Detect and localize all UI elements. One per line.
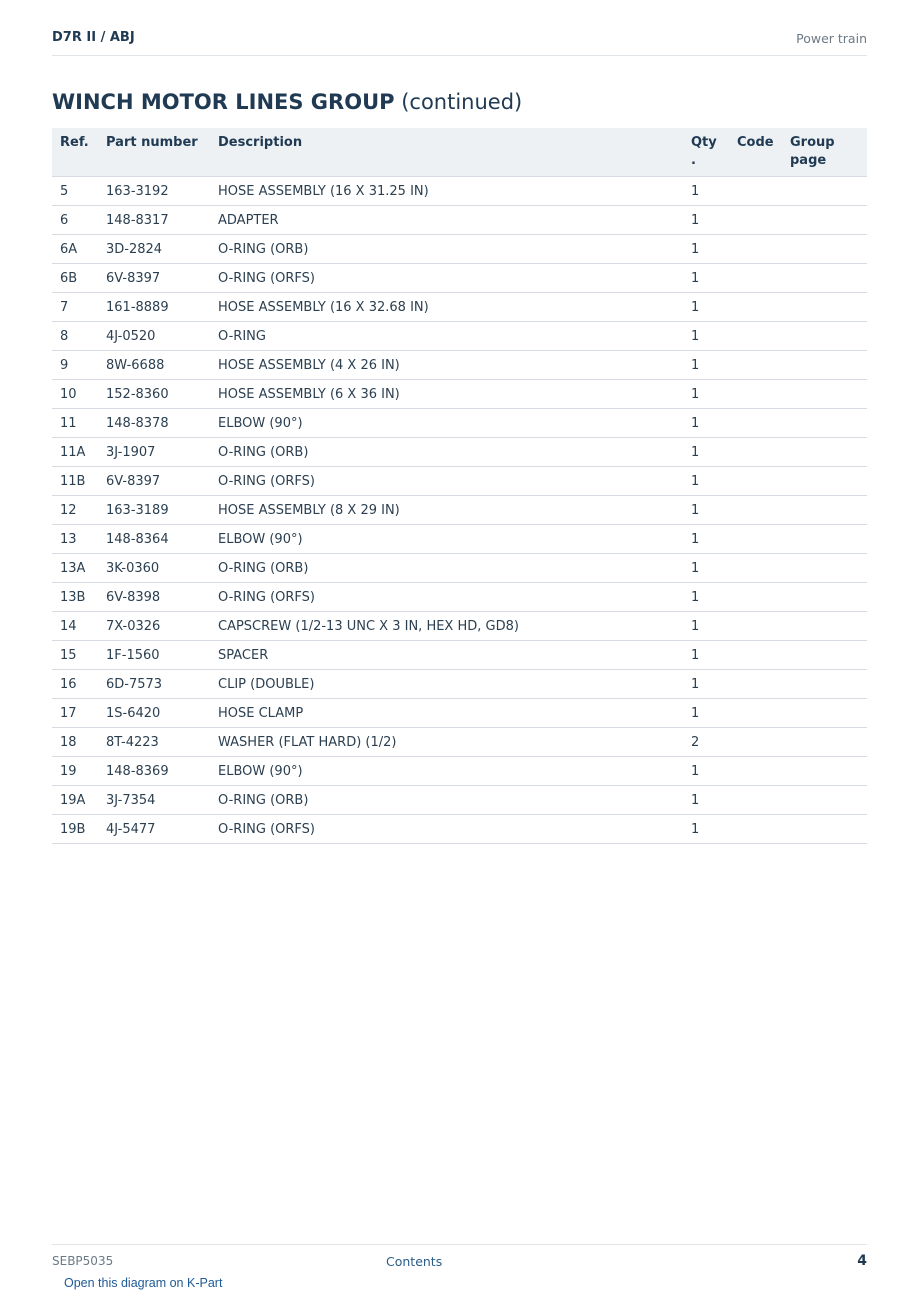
- ref-cell: 5: [60, 184, 69, 199]
- part-number-cell: 4J-5477: [106, 822, 156, 837]
- qty-cell: 1: [691, 271, 700, 286]
- qty-cell: 2: [691, 735, 700, 750]
- description-cell: ELBOW (90°): [218, 416, 303, 431]
- parts-table: [52, 128, 867, 844]
- description-cell: HOSE ASSEMBLY (6 X 36 IN): [218, 387, 400, 402]
- table-row: [52, 815, 867, 844]
- part-number-cell: 6V-8398: [106, 590, 161, 605]
- table-row: [52, 612, 867, 641]
- qty-cell: 1: [691, 677, 700, 692]
- description-cell: O-RING (ORFS): [218, 474, 315, 489]
- part-number-cell: 148-8369: [106, 764, 169, 779]
- qty-cell: 1: [691, 532, 700, 547]
- description-cell: O-RING: [218, 329, 266, 344]
- table-row: [52, 380, 867, 409]
- part-number-cell: 8T-4223: [106, 735, 159, 750]
- col-qty-header: Qty .: [691, 135, 717, 168]
- part-number-cell: 3K-0360: [106, 561, 160, 576]
- part-number-cell: 152-8360: [106, 387, 169, 402]
- col-ref-header: Ref.: [60, 135, 89, 150]
- title-main: WINCH MOTOR LINES GROUP: [52, 90, 395, 114]
- table-row: [52, 554, 867, 583]
- description-cell: CAPSCREW (1/2-13 UNC X 3 IN, HEX HD, GD8): [218, 619, 519, 634]
- part-number-cell: 1S-6420: [106, 706, 161, 721]
- qty-cell: 1: [691, 358, 700, 373]
- document-id: SEBP5035: [52, 1254, 114, 1268]
- page-title: [52, 90, 522, 114]
- table-header: [52, 128, 867, 177]
- col-group-header: Group page: [790, 135, 835, 168]
- qty-cell: 1: [691, 822, 700, 837]
- table-row: [52, 322, 867, 351]
- ref-cell: 19A: [60, 793, 86, 808]
- ref-cell: 8: [60, 329, 69, 344]
- qty-cell: 1: [691, 445, 700, 460]
- description-cell: O-RING (ORB): [218, 445, 309, 460]
- table-row: [52, 641, 867, 670]
- ref-cell: 13B: [60, 590, 86, 605]
- col-code-header: Code: [737, 135, 774, 150]
- part-number-cell: 6V-8397: [106, 474, 161, 489]
- description-cell: HOSE ASSEMBLY (16 X 32.68 IN): [218, 300, 429, 315]
- description-cell: HOSE ASSEMBLY (4 X 26 IN): [218, 358, 400, 373]
- description-cell: CLIP (DOUBLE): [218, 677, 315, 692]
- description-cell: HOSE ASSEMBLY (16 X 31.25 IN): [218, 184, 429, 199]
- model-label: D7R II / ABJ: [52, 30, 135, 45]
- ref-cell: 15: [60, 648, 77, 663]
- description-cell: O-RING (ORB): [218, 561, 309, 576]
- ref-cell: 19B: [60, 822, 86, 837]
- qty-cell: 1: [691, 706, 700, 721]
- part-number-cell: 148-8364: [106, 532, 169, 547]
- ref-cell: 13A: [60, 561, 86, 576]
- ref-cell: 16: [60, 677, 77, 692]
- part-number-cell: 6D-7573: [106, 677, 163, 692]
- qty-cell: 1: [691, 764, 700, 779]
- qty-cell: 1: [691, 242, 700, 257]
- qty-cell: 1: [691, 416, 700, 431]
- description-cell: HOSE ASSEMBLY (8 X 29 IN): [218, 503, 400, 518]
- part-number-cell: 161-8889: [106, 300, 169, 315]
- table-row: [52, 264, 867, 293]
- qty-cell: 1: [691, 300, 700, 315]
- table-row: [52, 438, 867, 467]
- ref-cell: 6B: [60, 271, 78, 286]
- table-body: [52, 177, 867, 844]
- qty-cell: 1: [691, 213, 700, 228]
- ref-cell: 6: [60, 213, 69, 228]
- open-k-part-link[interactable]: Open this diagram on K-Part: [64, 1276, 223, 1290]
- table-row: [52, 757, 867, 786]
- page-number: 4: [857, 1253, 867, 1269]
- part-number-cell: 7X-0326: [106, 619, 161, 634]
- qty-cell: 1: [691, 619, 700, 634]
- part-number-cell: 8W-6688: [106, 358, 165, 373]
- table-row: [52, 235, 867, 264]
- section-label: Power train: [796, 31, 867, 46]
- part-number-cell: 6V-8397: [106, 271, 161, 286]
- page-footer: [52, 1244, 867, 1274]
- table-row: [52, 206, 867, 235]
- ref-cell: 18: [60, 735, 77, 750]
- table-row: [52, 496, 867, 525]
- description-cell: O-RING (ORFS): [218, 271, 315, 286]
- description-cell: ELBOW (90°): [218, 764, 303, 779]
- description-cell: ADAPTER: [218, 213, 279, 228]
- qty-cell: 1: [691, 590, 700, 605]
- part-number-cell: 3D-2824: [106, 242, 163, 257]
- contents-link[interactable]: Contents: [386, 1254, 443, 1269]
- part-number-cell: 4J-0520: [106, 329, 156, 344]
- part-number-cell: 148-8378: [106, 416, 169, 431]
- table-row: [52, 583, 867, 612]
- description-cell: O-RING (ORB): [218, 242, 309, 257]
- col-desc-header: Description: [218, 135, 303, 150]
- ref-cell: 11: [60, 416, 77, 431]
- part-number-cell: 148-8317: [106, 213, 169, 228]
- qty-cell: 1: [691, 474, 700, 489]
- qty-cell: 1: [691, 329, 700, 344]
- ref-cell: 6A: [60, 242, 78, 257]
- table-row: [52, 786, 867, 815]
- description-cell: O-RING (ORFS): [218, 590, 315, 605]
- ref-cell: 9: [60, 358, 69, 373]
- ref-cell: 13: [60, 532, 77, 547]
- title-suffix: (continued): [401, 90, 523, 114]
- table-row: [52, 351, 867, 380]
- qty-cell: 1: [691, 648, 700, 663]
- part-number-cell: 3J-7354: [106, 793, 156, 808]
- ref-cell: 12: [60, 503, 77, 518]
- ref-cell: 10: [60, 387, 77, 402]
- table-row: [52, 293, 867, 322]
- ref-cell: 7: [60, 300, 69, 315]
- description-cell: WASHER (FLAT HARD) (1/2): [218, 735, 397, 750]
- qty-cell: 1: [691, 793, 700, 808]
- ref-cell: 19: [60, 764, 77, 779]
- description-cell: ELBOW (90°): [218, 532, 303, 547]
- description-cell: SPACER: [218, 648, 269, 663]
- description-cell: HOSE CLAMP: [218, 706, 304, 721]
- table-row: [52, 177, 867, 206]
- description-cell: O-RING (ORB): [218, 793, 309, 808]
- table-row: [52, 699, 867, 728]
- part-number-cell: 1F-1560: [106, 648, 160, 663]
- table-row: [52, 728, 867, 757]
- description-cell: O-RING (ORFS): [218, 822, 315, 837]
- part-number-cell: 163-3192: [106, 184, 169, 199]
- ref-cell: 11A: [60, 445, 86, 460]
- page-header: [52, 28, 867, 56]
- table-row: [52, 525, 867, 554]
- ref-cell: 11B: [60, 474, 86, 489]
- part-number-cell: 163-3189: [106, 503, 169, 518]
- ref-cell: 17: [60, 706, 77, 721]
- qty-cell: 1: [691, 561, 700, 576]
- table-row: [52, 670, 867, 699]
- table-row: [52, 409, 867, 438]
- ref-cell: 14: [60, 619, 77, 634]
- qty-cell: 1: [691, 503, 700, 518]
- col-part-header: Part number: [106, 135, 198, 150]
- qty-cell: 1: [691, 387, 700, 402]
- table-row: [52, 467, 867, 496]
- qty-cell: 1: [691, 184, 700, 199]
- part-number-cell: 3J-1907: [106, 445, 156, 460]
